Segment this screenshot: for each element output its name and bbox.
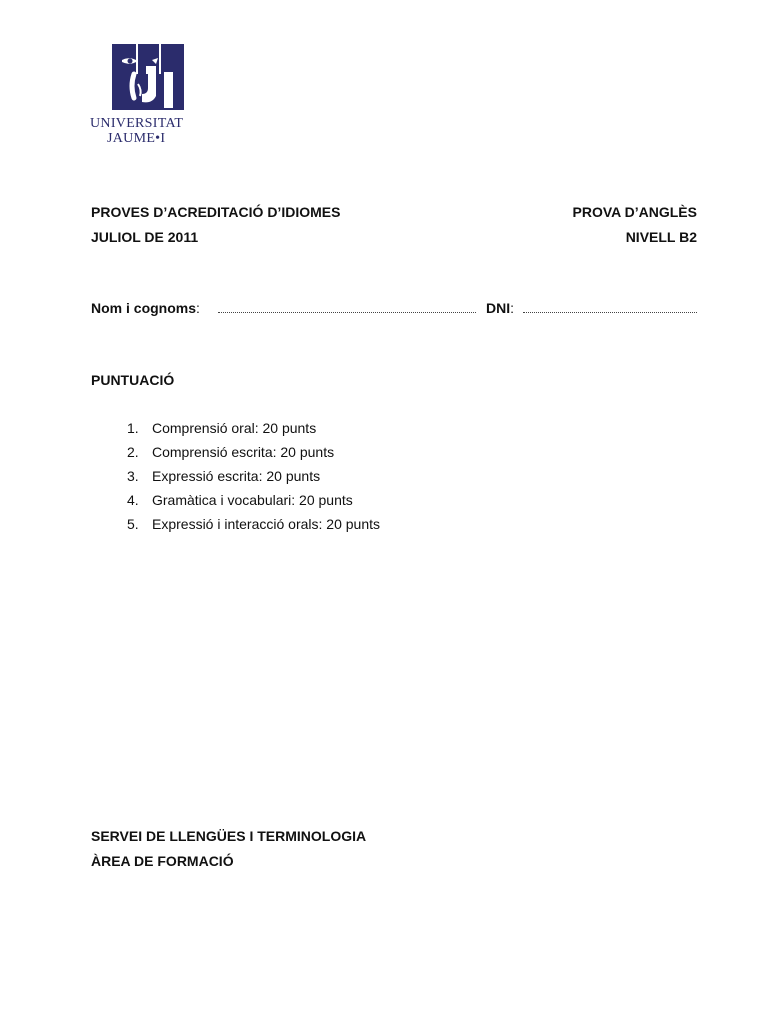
university-logo bbox=[90, 44, 210, 150]
exam-level: NIVELL B2 bbox=[625, 229, 697, 245]
name-field[interactable] bbox=[218, 312, 476, 313]
list-item: 1. Comprensió oral: 20 punts bbox=[127, 420, 317, 436]
candidate-fields bbox=[91, 300, 697, 318]
name-label: Nom i cognoms: bbox=[91, 300, 200, 316]
list-item: 4. Gramàtica i vocabulari: 20 punts bbox=[127, 492, 353, 508]
list-item: 3. Expressió escrita: 20 punts bbox=[127, 468, 321, 484]
department-area: ÀREA DE FORMACIÓ bbox=[91, 853, 234, 869]
exam-subject: PROVA D’ANGLÈS bbox=[572, 204, 697, 220]
dni-label: DNI: bbox=[486, 300, 515, 316]
exam-date: JULIOL DE 2011 bbox=[91, 229, 199, 245]
scoring-title: PUNTUACIÓ bbox=[91, 372, 175, 388]
university-logo-wordmark: UNIVERSITAT JAUME•I bbox=[90, 116, 184, 146]
department-name: SERVEI DE LLENGÜES I TERMINOLOGIA bbox=[91, 828, 367, 844]
exam-program-title: PROVES D’ACREDITACIÓ D’IDIOMES bbox=[91, 204, 341, 220]
university-emblem-icon bbox=[112, 44, 184, 110]
list-item: 2. Comprensió escrita: 20 punts bbox=[127, 444, 335, 460]
list-item: 5. Expressió i interacció orals: 20 punts bbox=[127, 516, 380, 532]
scoring-list bbox=[127, 419, 380, 539]
dni-field[interactable] bbox=[523, 312, 697, 313]
